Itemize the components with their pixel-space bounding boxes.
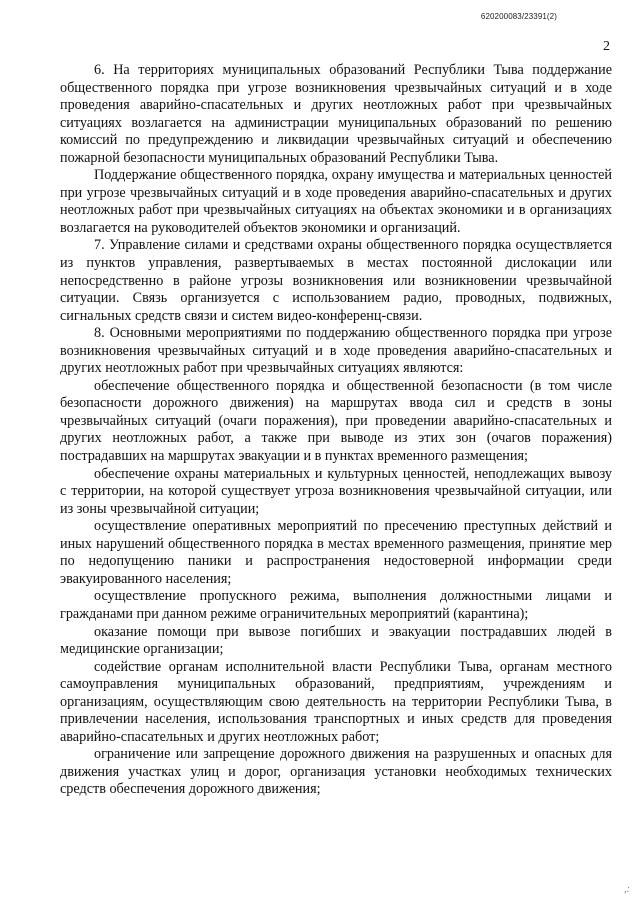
- paragraph-6-continued: Поддержание общественного порядка, охрану имущества и материальных ценностей при угрозе чрезвычайных ситуаций и в ходе проведения аварийно-спасательных и других неотложных работ при чрезвычайных ситуациях на объектах экономики и в организациях возлагается на руководителей объектов экономики и организаций.: [60, 167, 612, 236]
- list-item-public-order: обеспечение общественного порядка и общественной безопасности (в том числе безопасности дорожного движения) на маршрутах ввода сил и средств в зоны чрезвычайных ситуаций (очаги поражения), при проведении аварийно-спасательных и других неотложных работ, а также при выводе из этих зон (очагов поражения) пострадавших на маршрутах эвакуации и в пунктах временного размещения;: [60, 377, 612, 465]
- list-item-operational-measures: осуществление оперативных мероприятий по пресечению преступных действий и иных нарушений общественного порядка в местах временного размещения, принятие мер по недопущению паники и распространения недостоверной информации среди эвакуированного населения;: [60, 518, 612, 587]
- paragraph-7: 7. Управление силами и средствами охраны общественного порядка осуществляется из пунктов управления, развертываемых в местах постоянной дислокации или непосредственно в районе угрозы возникновения или возникновении чрезвычайной ситуации. Связь организуется с использованием радио, проводных, подвижных, сигнальных средств связи и систем видео-конференц-связи.: [60, 237, 612, 324]
- list-item-traffic-restriction: ограничение или запрещение дорожного движения на разрушенных и опасных для движения участках улиц и дорог, организация установки необходимых технических средств обеспечения дорожного движения;: [60, 746, 612, 798]
- document-registration-code: 620200083/23391(2): [480, 12, 557, 21]
- page-number: 2: [603, 39, 610, 54]
- document-body: [60, 62, 612, 799]
- list-item-evacuation-assistance: оказание помощи при вывозе погибших и эвакуации пострадавших людей в медицинские организации;: [60, 623, 612, 658]
- list-item-access-control: осуществление пропускного режима, выполнения должностными лицами и гражданами при данном режиме ограничительных мероприятий (карантина);: [60, 588, 612, 622]
- list-item-property-protection: обеспечение охраны материальных и культурных ценностей, неподлежащих вывозу с территории, на которой существует угроза возникновения чрезвычайной ситуации, или из зоны чрезвычайной ситуации;: [60, 465, 612, 517]
- paragraph-6: 6. На территориях муниципальных образований Республики Тыва поддержание общественного порядка при угрозе возникновения чрезвычайных ситуаций и в ходе проведения аварийно-спасательных и других неотложных работ при чрезвычайных ситуациях возлагается на администрации муниципальных образований по решению комиссий по предупреждению и ликвидации чрезвычайных ситуаций и обеспечению пожарной безопасности муниципальных образований Республики Тыва.: [60, 62, 612, 166]
- list-item-authority-assistance: содействие органам исполнительной власти Республики Тыва, органам местного самоуправления муниципальных образований, предприятиям, учреждениям и организациям, осуществляющим свою деятельность на территории Республики Тыва, в привлечении населения, использования транспортных и иных средств для проведения аварийно-спасательных и других неотложных работ;: [60, 658, 612, 745]
- paragraph-8: 8. Основными мероприятиями по поддержанию общественного порядка при угрозе возникновения чрезвычайных ситуаций и в ходе проведения аварийно-спасательных и других неотложных работ при чрезвычайных ситуациях являются:: [60, 325, 612, 377]
- scan-mark: ,:: [624, 884, 630, 895]
